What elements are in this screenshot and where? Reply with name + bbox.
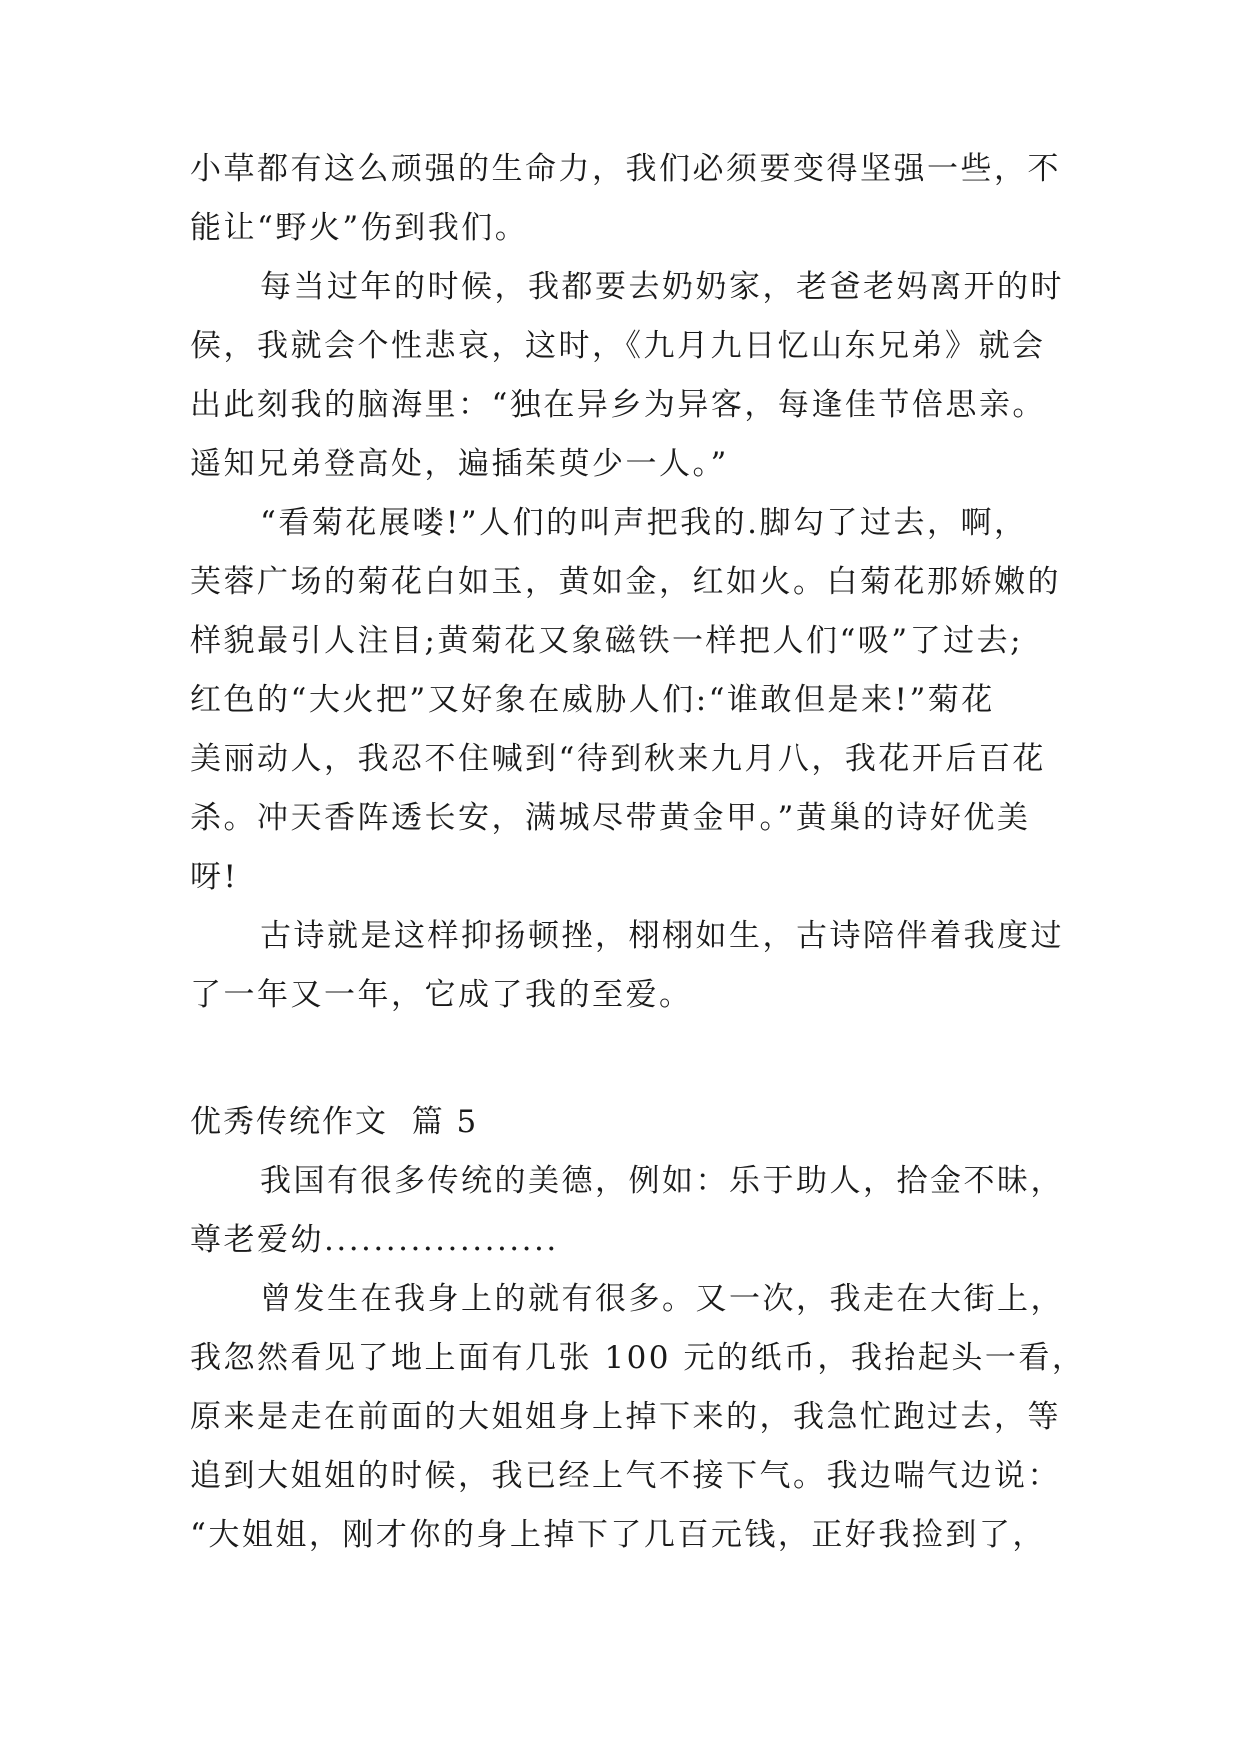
- section-title: 优秀传统作文 篇 5: [190, 1104, 479, 1140]
- text-line: 杀。冲天香阵透长安，满城尽带黄金甲。”黄巢的诗好优美: [190, 800, 1031, 836]
- text-line: 出此刻我的脑海里：“独在异乡为异客，每逢佳节倍思亲。: [190, 387, 1046, 423]
- text-line: 尊老爱幼...................: [190, 1222, 559, 1258]
- text-line: 原来是走在前面的大姐姐身上掉下来的，我急忙跑过去，等: [190, 1399, 1061, 1435]
- text-line: 侯，我就会个性悲哀，这时，《九月九日忆山东兄弟》就会: [190, 328, 1046, 364]
- text-line: “大姐姐，刚才你的身上掉下了几百元钱，正好我捡到了，: [190, 1517, 1046, 1553]
- paragraph-start-line: 我国有很多传统的美德，例如：乐于助人，拾金不昧，: [260, 1163, 1064, 1199]
- text-line: 追到大姐姐的时候，我已经上气不接下气。我边喘气边说：: [190, 1458, 1061, 1494]
- text-line: 能让“野火”伤到我们。: [190, 210, 529, 246]
- text-line: 遥知兄弟登高处，遍插茱萸少一人。”: [190, 446, 729, 482]
- paragraph-start-line: 曾发生在我身上的就有很多。又一次，我走在大街上，: [260, 1281, 1064, 1317]
- paragraph-start-line: “看菊花展喽!”人们的叫声把我的.脚勾了过去，啊，: [260, 505, 1028, 541]
- text-line: 小草都有这么顽强的生命力，我们必须要变得坚强一些，不: [190, 151, 1061, 187]
- text-line: 了一年又一年，它成了我的至爱。: [190, 977, 693, 1013]
- text-line: 芙蓉广场的菊花白如玉，黄如金，红如火。白菊花那娇嫩的: [190, 564, 1061, 600]
- paragraph-start-line: 古诗就是这样抑扬顿挫，栩栩如生，古诗陪伴着我度过: [260, 918, 1064, 954]
- text-line: 美丽动人，我忍不住喊到“待到秋来九月八，我花开后百花: [190, 741, 1046, 777]
- paragraph-start-line: 每当过年的时候，我都要去奶奶家，老爸老妈离开的时: [260, 269, 1064, 305]
- text-line: 红色的“大火把”又好象在威胁人们:“谁敢但是来!”菊花: [190, 682, 995, 718]
- text-line: 呀!: [190, 859, 239, 895]
- text-line: 样貌最引人注目;黄菊花又象磁铁一样把人们“吸”了过去;: [190, 623, 1024, 659]
- text-line: 我忽然看见了地上面有几张 100 元的纸币，我抬起头一看，: [190, 1340, 1086, 1376]
- essay-text-block-2: [190, 1152, 1086, 1565]
- essay-text-block-1: [190, 140, 1064, 1025]
